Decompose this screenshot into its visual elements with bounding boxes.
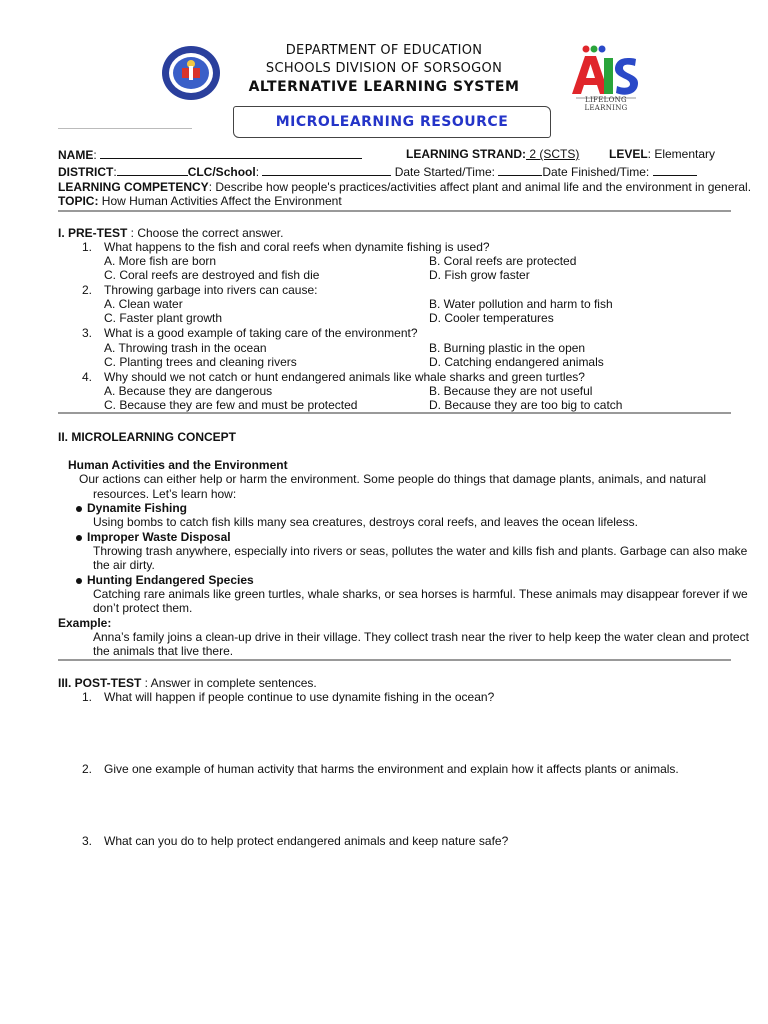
pretest-q4-option-d[interactable]: D. Because they are too big to catch [429, 398, 623, 412]
posttest-heading: III. POST-TEST [58, 676, 142, 690]
pretest-q3-option-a[interactable]: A. Throwing trash in the ocean [104, 341, 267, 355]
posttest-q2-number: 2. [81, 762, 92, 776]
pretest-q4-number: 4. [81, 370, 92, 384]
pretest-q3-option-b[interactable]: B. Burning plastic in the open [429, 341, 586, 355]
concept-intro-line2: resources. Let’s learn how: [93, 487, 237, 501]
concept-item-2-line2: the air dirty. [93, 558, 155, 572]
posttest-q1-text: What will happen if people continue to use dynamite fishing in the ocean? [104, 690, 495, 704]
pretest-q4-option-a[interactable]: A. Because they are dangerous [104, 384, 273, 398]
pretest-q1-option-c[interactable]: C. Coral reefs are destroyed and fish die [104, 268, 320, 282]
pretest-heading: I. PRE-TEST [58, 226, 128, 240]
bullet-dot [76, 535, 82, 541]
example-line1: Anna’s family joins a clean-up drive in their village. They collect trash near the river to help keep the water clean and protect [93, 630, 749, 644]
banner-text: MICROLEARNING RESOURCE [275, 114, 509, 130]
concept-item-1-title: Dynamite Fishing [87, 501, 188, 515]
clc-label: CLC/School [187, 165, 256, 179]
posttest-q1-answer-area[interactable] [104, 708, 724, 760]
concept-heading: II. MICROLEARNING CONCEPT [58, 430, 237, 444]
strand-label: LEARNING STRAND: [406, 147, 526, 161]
example-label: Example: [58, 616, 112, 630]
topic-row [58, 194, 342, 209]
posttest-q3-text: What can you do to help protect endangered animals and keep nature safe? [104, 834, 509, 848]
pretest-instruction: : Choose the correct answer. [127, 226, 284, 240]
pretest-q4-option-b[interactable]: B. Because they are not useful [429, 384, 593, 398]
strand-value: 2 (SCTS) [526, 147, 580, 161]
date-started-label: Date Started/Time: [394, 165, 495, 179]
district-row: DISTRICT: CLC/School: Date Started/Time: Date Finished/Time: [58, 164, 697, 180]
name-label: NAME [58, 148, 94, 162]
concept-intro-line1: Our actions can either help or harm the environment. Some people do things that damage plants, animals, and natural [79, 472, 707, 486]
posttest-heading-row [58, 676, 317, 691]
posttest-q2-answer-area[interactable] [104, 780, 724, 832]
posttest-q3-answer-area[interactable] [104, 852, 724, 952]
header-left-line [58, 128, 192, 129]
concept-item-2-line1: Throwing trash anywhere, especially into rivers or seas, pollutes the water and kills fish and plants. Garbage can also make [93, 544, 748, 558]
divider-3 [58, 659, 731, 661]
pretest-q4-option-c[interactable]: C. Because they are few and must be protected [104, 398, 358, 412]
als-logo [568, 44, 644, 112]
pretest-q1-text: What happens to the fish and coral reefs when dynamite fishing is used? [104, 240, 490, 254]
pretest-q1-number: 1. [81, 240, 92, 254]
concept-item-3-line1: Catching rare animals like green turtles, whale sharks, or sea horses is harmful. These animals may disappear forever if we [93, 587, 748, 601]
pretest-q2-option-a[interactable]: A. Clean water [104, 297, 183, 311]
level-label: LEVEL [609, 147, 648, 161]
concept-item-3-title: Hunting Endangered Species [87, 573, 254, 587]
competency-label: LEARNING COMPETENCY [58, 180, 209, 194]
bullet-dot [76, 506, 82, 512]
example-line2: the animals that live there. [93, 644, 234, 658]
topic-value: How Human Activities Affect the Environment [98, 194, 342, 208]
system-title: ALTERNATIVE LEARNING SYSTEM [248, 79, 520, 95]
strand-row [406, 147, 579, 162]
posttest-q1-number: 1. [81, 690, 92, 704]
pretest-q1-option-b[interactable]: B. Coral reefs are protected [429, 254, 577, 268]
pretest-q2-option-d[interactable]: D. Cooler temperatures [429, 311, 554, 325]
competency-value: : Describe how people's practices/activities affect plant and animal life and the environment in general. [208, 180, 752, 194]
department-title: DEPARTMENT OF EDUCATION [285, 43, 483, 58]
level-value: : Elementary [647, 147, 716, 161]
date-finished-field[interactable] [653, 164, 697, 176]
district-field[interactable] [117, 164, 188, 176]
concept-item-1-line1: Using bombs to catch fish kills many sea creatures, destroys coral reefs, and leaves the ocean lifeless. [93, 515, 638, 529]
pretest-q2-option-b[interactable]: B. Water pollution and harm to fish [429, 297, 613, 311]
pretest-q3-option-d[interactable]: D. Catching endangered animals [429, 355, 604, 369]
date-finished-label: Date Finished/Time: [542, 165, 650, 179]
posttest-instruction: : Answer in complete sentences. [141, 676, 317, 690]
topic-label: TOPIC: [58, 194, 99, 208]
divider-2 [58, 412, 731, 414]
pretest-q4-text: Why should we not catch or hunt endangered animals like whale sharks and green turtles? [104, 370, 585, 384]
pretest-q1-option-d[interactable]: D. Fish grow faster [429, 268, 530, 282]
division-title: SCHOOLS DIVISION OF SORSOGON [265, 61, 503, 76]
pretest-q2-number: 2. [81, 283, 92, 297]
name-field[interactable] [100, 147, 362, 159]
pretest-q2-text: Throwing garbage into rivers can cause: [104, 283, 318, 297]
header-block [0, 42, 768, 96]
pretest-q2-option-c[interactable]: C. Faster plant growth [104, 311, 223, 325]
pretest-q3-number: 3. [81, 326, 92, 340]
microlearning-banner [233, 106, 551, 138]
level-row [609, 147, 715, 162]
divider-1 [58, 210, 731, 212]
als-logo-tagline: LIFELONG LEARNING [584, 96, 628, 112]
competency-row [58, 180, 751, 195]
clc-field[interactable] [262, 164, 391, 176]
posttest-q3-number: 3. [81, 834, 92, 848]
date-started-field[interactable] [498, 164, 542, 176]
pretest-q3-option-c[interactable]: C. Planting trees and cleaning rivers [104, 355, 297, 369]
district-label: DISTRICT [58, 165, 114, 179]
bullet-dot [76, 578, 82, 584]
concept-item-2-title: Improper Waste Disposal [87, 530, 231, 544]
name-row: NAME: [58, 147, 362, 163]
concept-subheading: Human Activities and the Environment [68, 458, 288, 472]
pretest-q1-option-a[interactable]: A. More fish are born [104, 254, 217, 268]
pretest-heading-row [58, 226, 283, 241]
posttest-q2-text: Give one example of human activity that harms the environment and explain how it affects plants or animals. [104, 762, 679, 776]
concept-item-3-line2: don’t protect them. [93, 601, 193, 615]
pretest-q3-text: What is a good example of taking care of the environment? [104, 326, 418, 340]
